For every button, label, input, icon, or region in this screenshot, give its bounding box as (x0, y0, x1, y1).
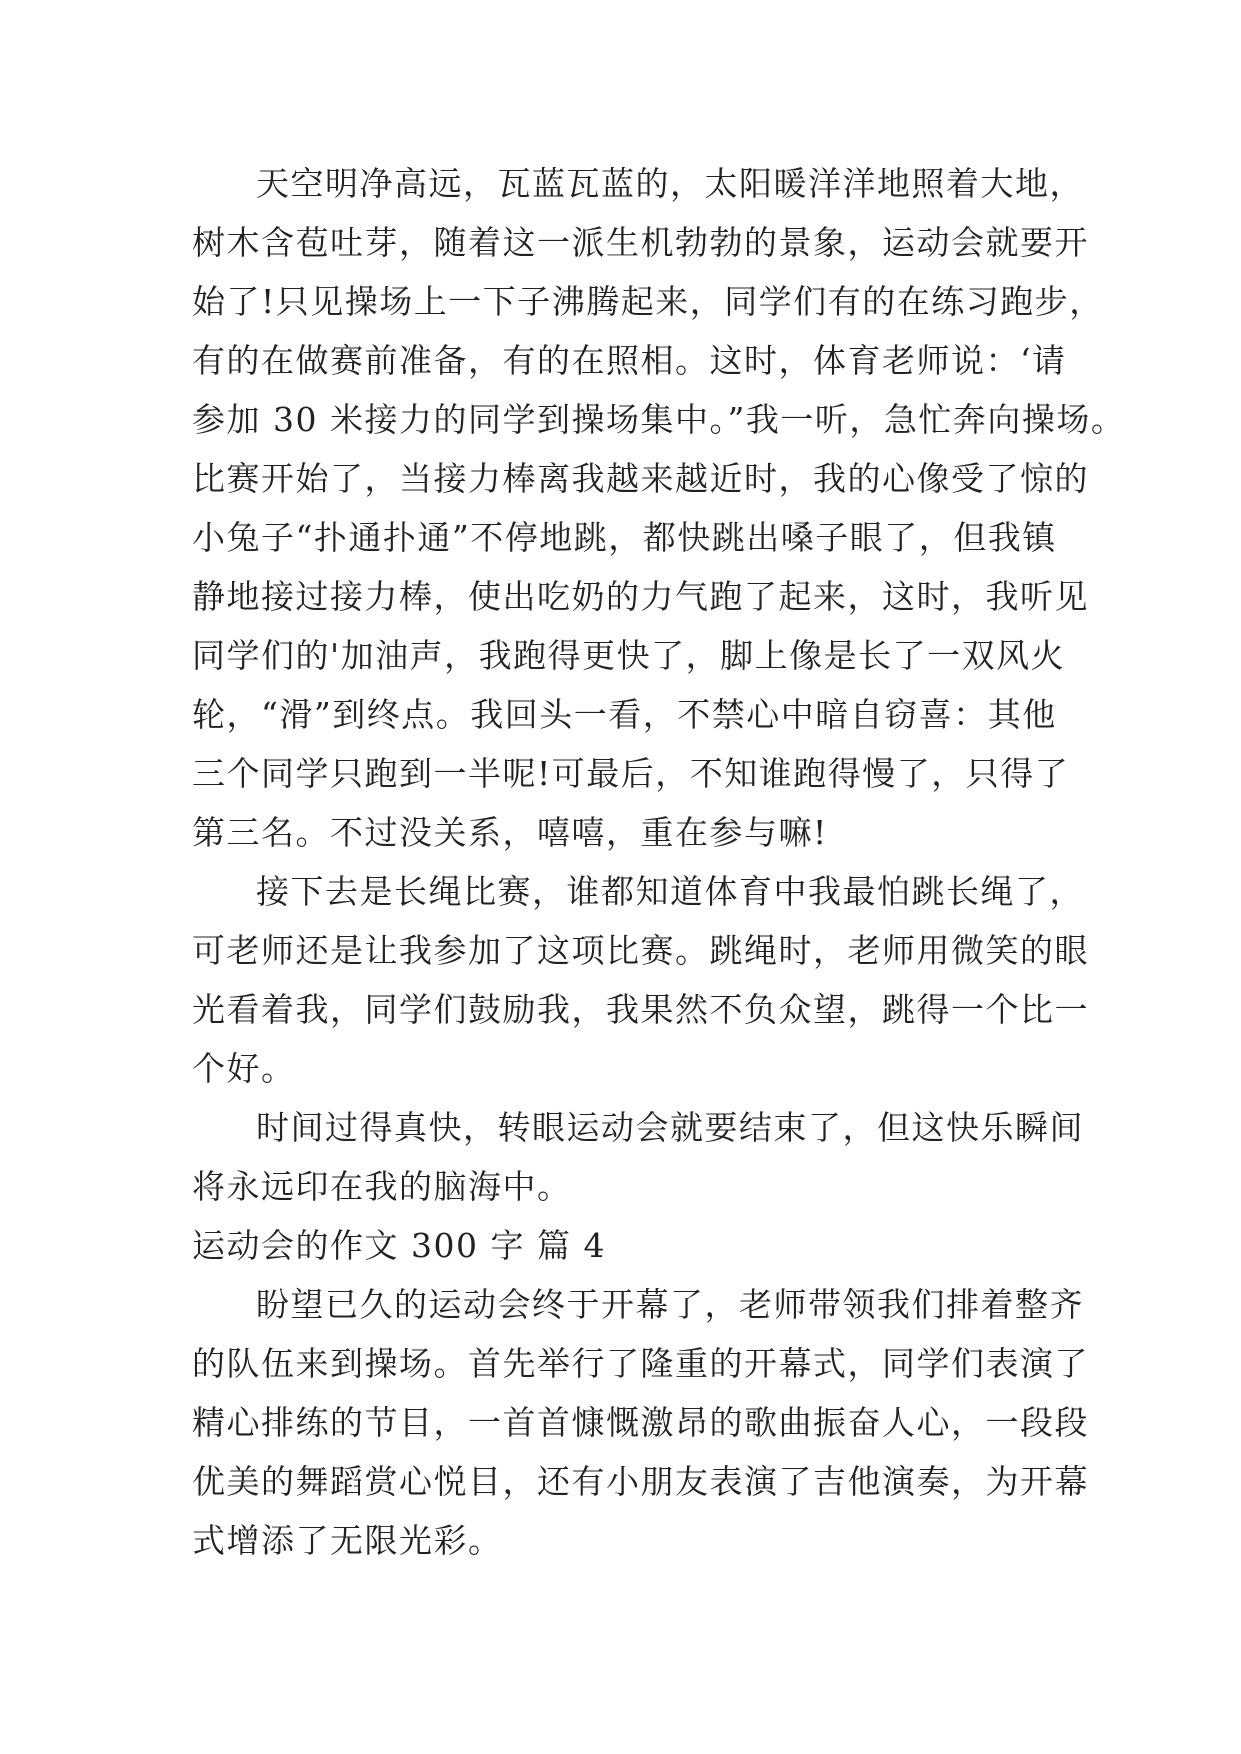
paragraph-line: 盼望已久的运动会终于开幕了，老师带领我们排着整齐 (256, 1285, 1084, 1324)
paragraph-line: 参加 30 米接力的同学到操场集中。”我一听，急忙奔向操场。 (192, 400, 1126, 439)
paragraph-line: 优美的舞蹈赏心悦目，还有小朋友表演了吉他演奏，为开幕 (192, 1462, 1089, 1501)
paragraph-line: 式增添了无限光彩。 (192, 1521, 503, 1560)
paragraph-line: 将永远印在我的脑海中。 (192, 1167, 572, 1206)
paragraph-line: 树木含苞吐芽，随着这一派生机勃勃的景象，运动会就要开 (192, 223, 1089, 262)
paragraph-line: 的队伍来到操场。首先举行了隆重的开幕式，同学们表演了 (192, 1344, 1089, 1383)
paragraph-line: 时间过得真快，转眼运动会就要结束了，但这快乐瞬间 (256, 1108, 1084, 1147)
paragraph-line: 接下去是长绳比赛，谁都知道体育中我最怕跳长绳了， (256, 872, 1084, 911)
paragraph-line: 同学们的'加油声，我跑得更快了，脚上像是长了一双风火 (192, 636, 1066, 675)
paragraph-line: 有的在做赛前准备，有的在照相。这时，体育老师说：‘请 (192, 341, 1067, 380)
paragraph-line: 三个同学只跑到一半呢!可最后，不知谁跑得慢了，只得了 (192, 754, 1070, 793)
paragraph-line: 始了!只见操场上一下子沸腾起来，同学们有的在练习跑步， (192, 282, 1104, 321)
paragraph-line: 轮，“滑”到终点。我回头一看，不禁心中暗自窃喜：其他 (192, 695, 1057, 734)
paragraph-line: 小兔子“扑通扑通”不停地跳，都快跳出嗓子眼了，但我镇 (192, 518, 1057, 557)
paragraph-line: 可老师还是让我参加了这项比赛。跳绳时，老师用微笑的眼 (192, 931, 1089, 970)
section-heading: 运动会的作文 300 字 篇 4 (192, 1226, 606, 1265)
paragraph-line: 静地接过接力棒，使出吃奶的力气跑了起来，这时，我听见 (192, 577, 1089, 616)
paragraph-line: 比赛开始了，当接力棒离我越来越近时，我的心像受了惊的 (192, 459, 1089, 498)
paragraph-line: 精心排练的节目，一首首慷慨激昂的歌曲振奋人心，一段段 (192, 1403, 1089, 1442)
paragraph-line: 第三名。不过没关系，嘻嘻，重在参与嘛! (192, 813, 828, 852)
paragraph-line: 天空明净高远，瓦蓝瓦蓝的，太阳暖洋洋地照着大地， (256, 164, 1084, 203)
paragraph-line: 个好。 (192, 1049, 296, 1088)
paragraph-line: 光看着我，同学们鼓励我，我果然不负众望，跳得一个比一 (192, 990, 1089, 1029)
